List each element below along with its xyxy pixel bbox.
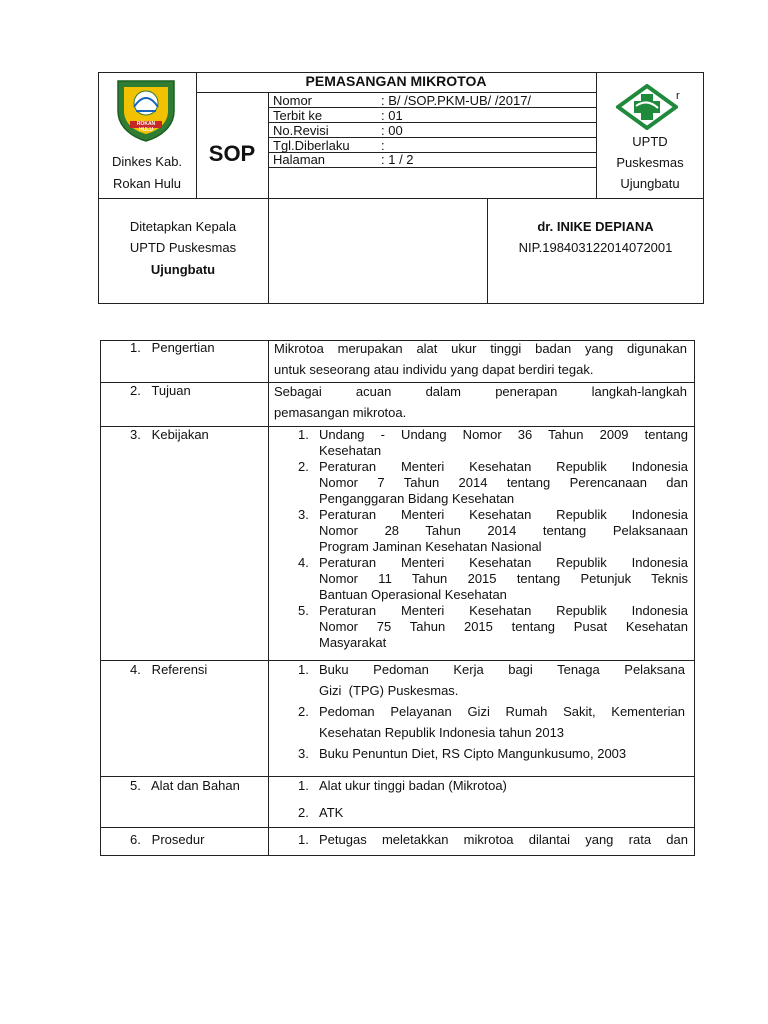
list-line: Nomor 11 Tahun 2015 tentang Petunjuk Teknis <box>319 571 688 586</box>
list-number: 4. <box>298 555 309 570</box>
list-number: 1. <box>298 778 309 793</box>
row-label-prosedur: 6. Prosedur <box>130 832 205 847</box>
row-label-referensi: 4. Referensi <box>130 662 208 677</box>
list-line: Program Jaminan Kesehatan Nasional <box>319 539 542 554</box>
unit-line3: Ujungbatu <box>620 176 680 191</box>
row-label-kebijakan: 3. Kebijakan <box>130 427 209 442</box>
signer-nip: NIP.198403122014072001 <box>518 240 673 255</box>
list-line: Gizi (TPG) Puskesmas. <box>319 683 459 698</box>
logo-text: ROKAN HULU <box>136 121 156 133</box>
approval-line1: Ditetapkan Kepala <box>129 219 237 234</box>
list-number: 1. <box>298 832 309 847</box>
list-line: Peraturan Menteri Kesehatan Republik Indonesia <box>319 603 688 618</box>
list-line: ATK <box>319 805 344 820</box>
pengertian-line2: untuk seseorang atau individu yang dapat berdiri tegak. <box>274 362 594 377</box>
pengertian-line1: Mikrotoa merupakan alat ukur tinggi badan yang digunakan <box>274 341 687 356</box>
list-line: Nomor 7 Tahun 2014 tentang Perencanaan dan <box>319 475 688 490</box>
org-name-line1: Dinkes Kab. <box>111 154 183 169</box>
tujuan-line2: pemasangan mikrotoa. <box>274 405 407 420</box>
row-label-tujuan: 2. Tujuan <box>130 383 191 398</box>
meta-label-revisi: No.Revisi <box>273 123 329 138</box>
meta-label-halaman: Halaman <box>273 152 326 167</box>
list-line: Peraturan Menteri Kesehatan Republik Indonesia <box>319 555 688 570</box>
signer-name: dr. INIKE DEPIANA <box>537 219 654 234</box>
list-number: 3. <box>298 746 309 761</box>
row-label-alat: 5. Alat dan Bahan <box>130 778 240 793</box>
list-line: Buku Penuntun Diet, RS Cipto Mangunkusumo, 2003 <box>319 746 627 761</box>
list-line: Penganggaran Bidang Kesehatan <box>319 491 515 506</box>
list-line: Buku Pedoman Kerja bagi Tenaga Pelaksana <box>319 662 685 677</box>
list-line: Kesehatan <box>319 443 382 458</box>
district-logo <box>112 77 180 143</box>
meta-value-tgl: : <box>381 138 385 153</box>
right-mark: r <box>676 90 680 102</box>
unit-line2: Puskesmas <box>616 155 684 170</box>
sop-label: SOP <box>208 141 256 166</box>
list-line: Undang - Undang Nomor 36 Tahun 2009 tentang <box>319 427 688 442</box>
meta-label-tgl: Tgl.Diberlaku <box>273 138 350 153</box>
meta-value-revisi: : 00 <box>381 123 403 138</box>
meta-value-nomor: : B/ /SOP.PKM-UB/ /2017/ <box>381 93 532 108</box>
meta-label-terbit: Terbit ke <box>273 108 323 123</box>
list-number: 3. <box>298 507 309 522</box>
unit-line1: UPTD <box>632 134 668 149</box>
row-label-pengertian: 1. Pengertian <box>130 340 215 355</box>
list-line: Bantuan Operasional Kesehatan <box>319 587 507 602</box>
list-line: Pedoman Pelayanan Gizi Rumah Sakit, Kementerian <box>319 704 685 719</box>
list-line: Peraturan Menteri Kesehatan Republik Indonesia <box>319 507 688 522</box>
document-title: PEMASANGAN MIKROTOA <box>305 73 487 89</box>
list-number: 2. <box>298 704 309 719</box>
org-name-line2: Rokan Hulu <box>113 176 181 191</box>
list-line: Peraturan Menteri Kesehatan Republik Indonesia <box>319 459 688 474</box>
puskesmas-logo <box>616 84 678 130</box>
list-number: 1. <box>298 427 309 442</box>
list-line: Kesehatan Republik Indonesia tahun 2013 <box>319 725 565 740</box>
approval-line2: UPTD Puskesmas <box>129 240 237 255</box>
approval-line3: Ujungbatu <box>150 262 216 277</box>
list-line: Masyarakat <box>319 635 387 650</box>
list-line: Nomor 28 Tahun 2014 tentang Pelaksanaan <box>319 523 688 538</box>
meta-value-terbit: : 01 <box>381 108 403 123</box>
tujuan-line1: Sebagai acuan dalam penerapan langkah-langkah <box>274 384 687 399</box>
list-number: 2. <box>298 459 309 474</box>
list-number: 2. <box>298 805 309 820</box>
meta-value-halaman: : 1 / 2 <box>381 152 414 167</box>
meta-label-nomor: Nomor <box>273 93 313 108</box>
list-number: 1. <box>298 662 309 677</box>
list-number: 5. <box>298 603 309 618</box>
list-line: Alat ukur tinggi badan (Mikrotoa) <box>319 778 507 793</box>
list-line: Nomor 75 Tahun 2015 tentang Pusat Kesehatan <box>319 619 688 634</box>
list-line: Petugas meletakkan mikrotoa dilantai yang rata dan <box>319 832 688 847</box>
